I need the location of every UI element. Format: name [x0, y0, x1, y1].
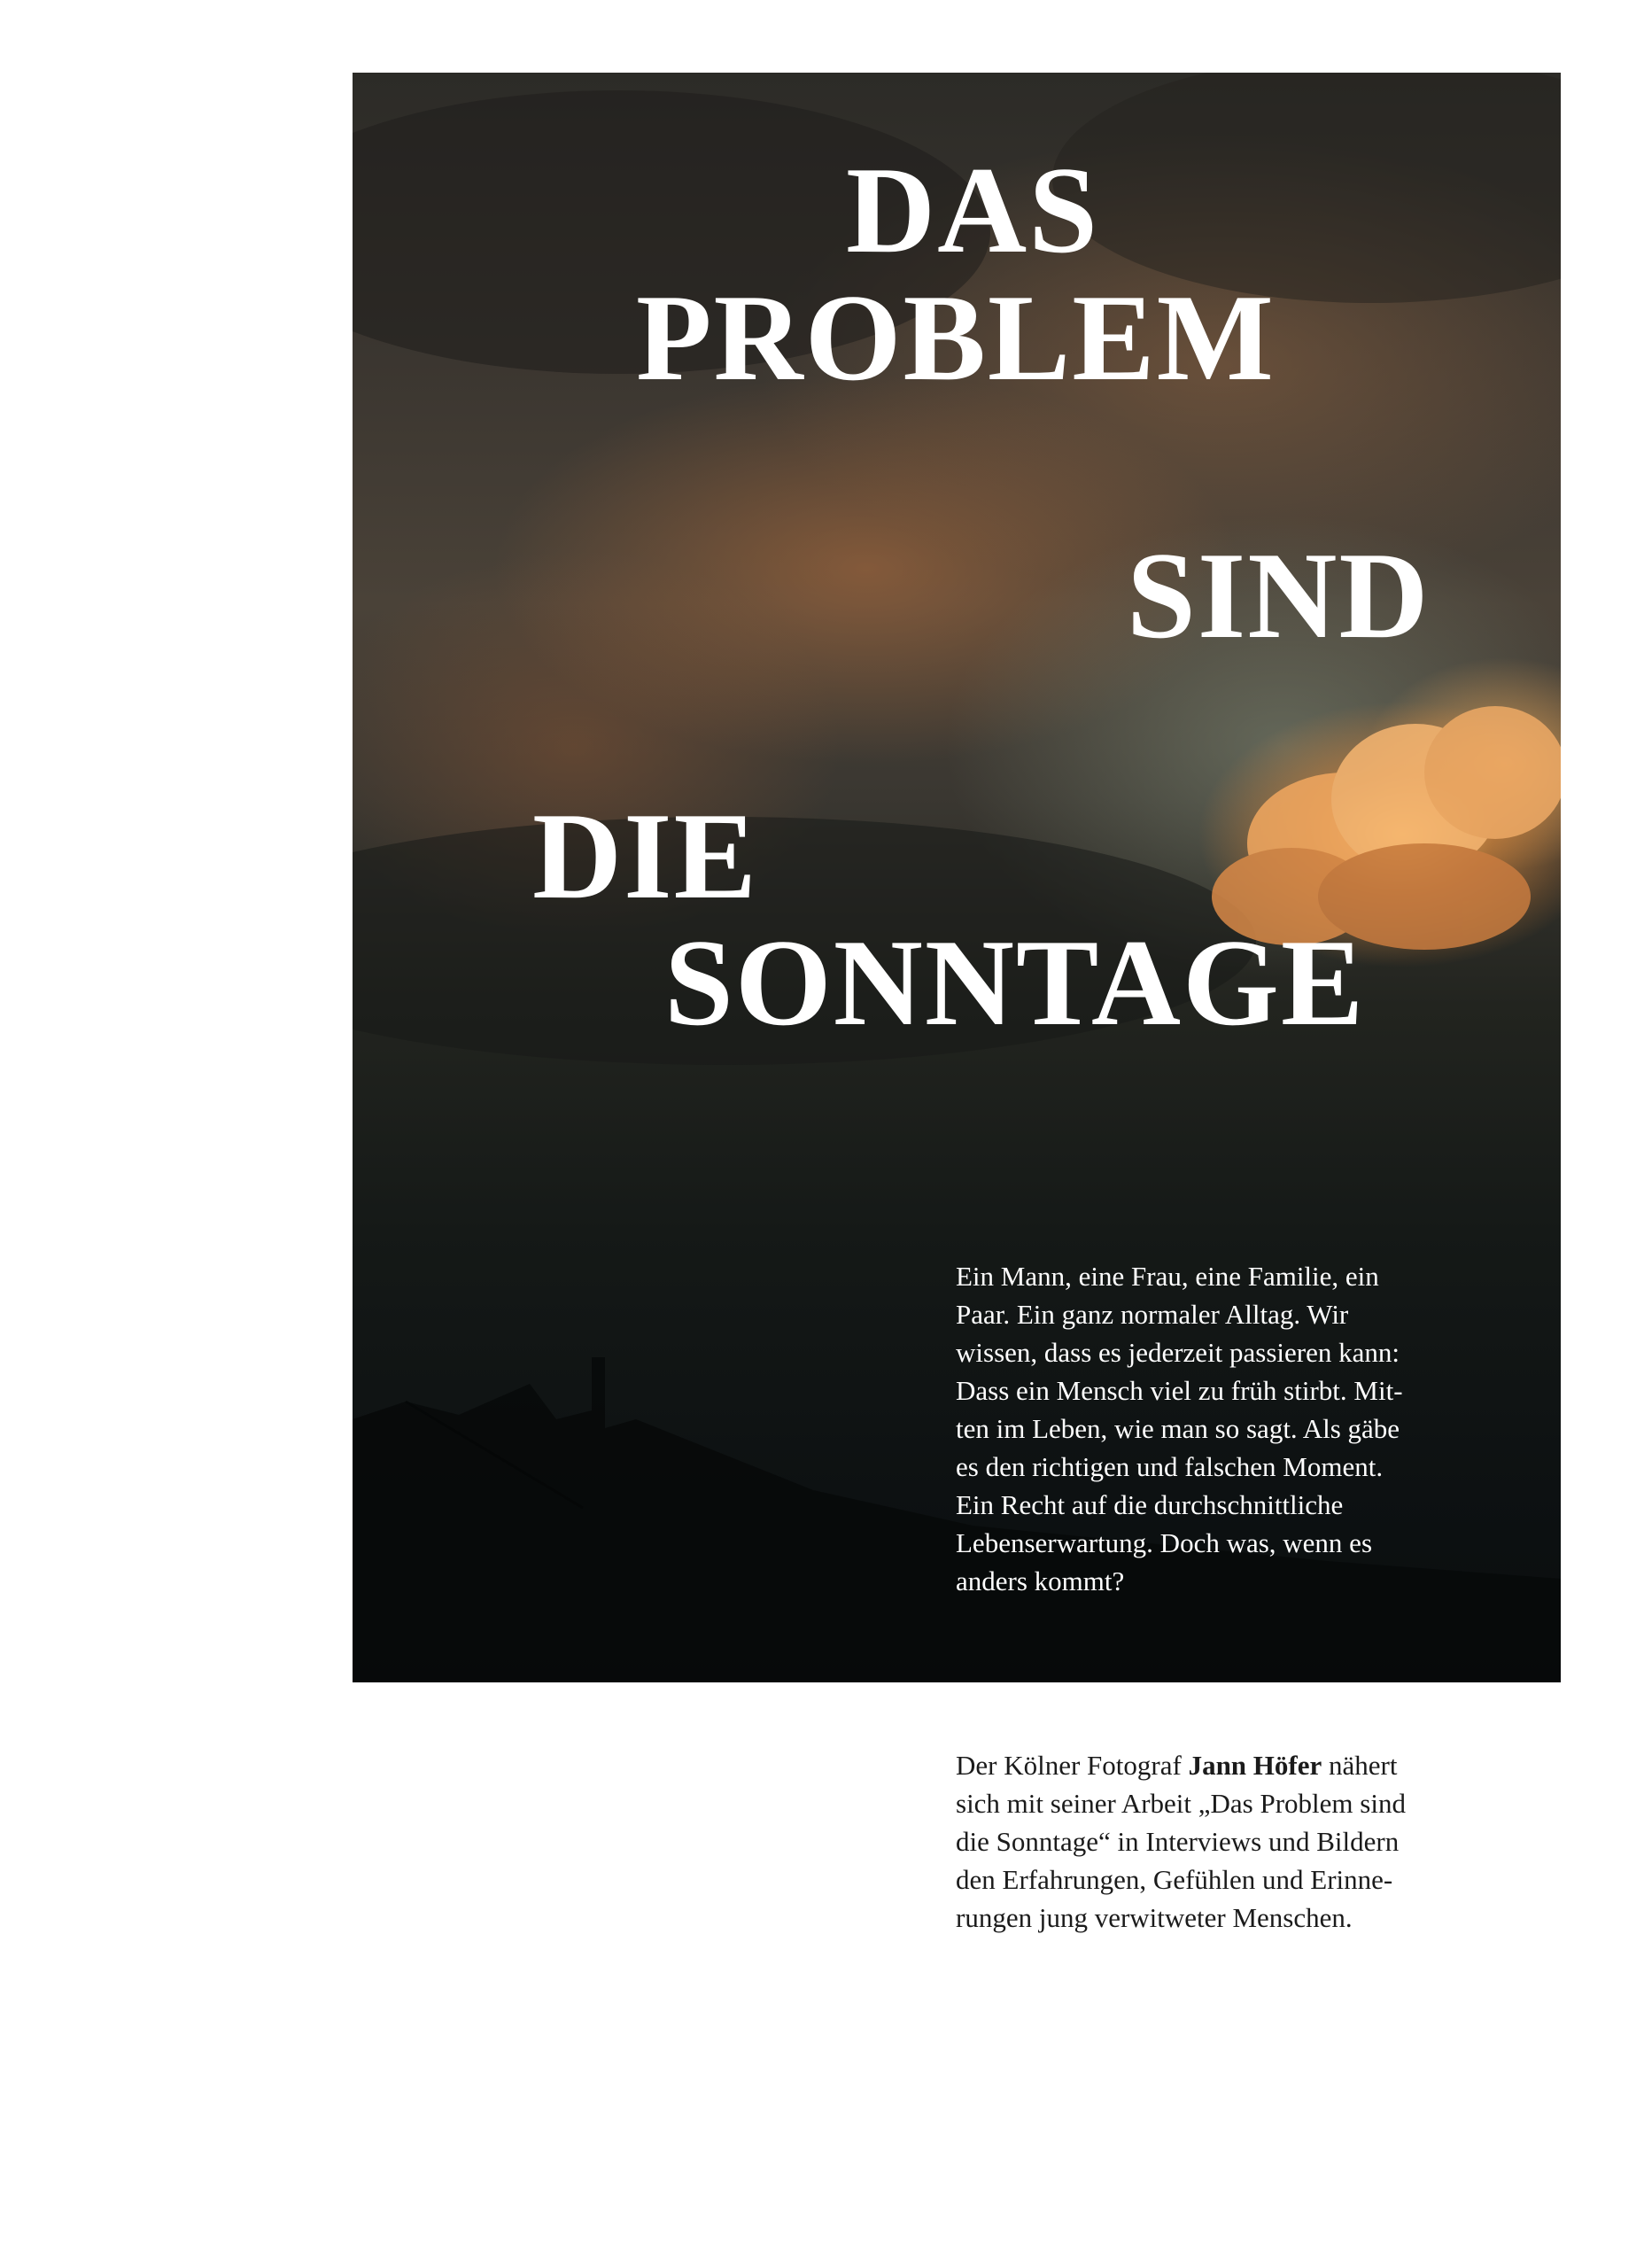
author-name: Jann Höfer — [1188, 1750, 1322, 1781]
intro-line: Dass ein Mensch viel zu früh stirbt. Mit- — [956, 1375, 1403, 1406]
intro-line: wissen, dass es jederzeit passieren kann: — [956, 1337, 1400, 1368]
intro-line: Paar. Ein ganz normaler Alltag. Wir — [956, 1299, 1349, 1330]
intro-line: Lebenserwartung. Doch was, wenn es — [956, 1527, 1373, 1558]
intro-line: anders kommt? — [956, 1565, 1125, 1596]
intro-line: Ein Mann, eine Frau, eine Familie, ein — [956, 1261, 1379, 1292]
caption-line: die Sonntage“ in Interviews und Bildern — [956, 1826, 1400, 1857]
caption-line: rungen jung verwitweter Menschen. — [956, 1902, 1353, 1933]
title-word-2: PROBLEM — [636, 269, 1276, 407]
caption-paragraph — [956, 1746, 1452, 1937]
intro-line: Ein Recht auf die durchschnittliche — [956, 1489, 1344, 1520]
title-word-5: SONNTAGE — [664, 914, 1366, 1052]
caption-line: den Erfahrungen, Gefühlen und Erinne- — [956, 1864, 1393, 1895]
title-word-1: DAS — [846, 142, 1100, 279]
title-word-3: SIND — [1127, 527, 1431, 664]
caption-line-rest: nähert — [1322, 1750, 1398, 1781]
intro-line: ten im Leben, wie man so sagt. Als gäbe — [956, 1413, 1400, 1444]
hero-photo-block — [353, 73, 1561, 1682]
intro-line: es den richtigen und falschen Moment. — [956, 1451, 1384, 1482]
caption-prefix: Der Kölner Fotograf — [956, 1750, 1189, 1781]
caption-line: sich mit seiner Arbeit „Das Problem sind — [956, 1788, 1406, 1819]
intro-paragraph — [956, 1257, 1452, 1600]
title-word-4: DIE — [532, 788, 758, 925]
